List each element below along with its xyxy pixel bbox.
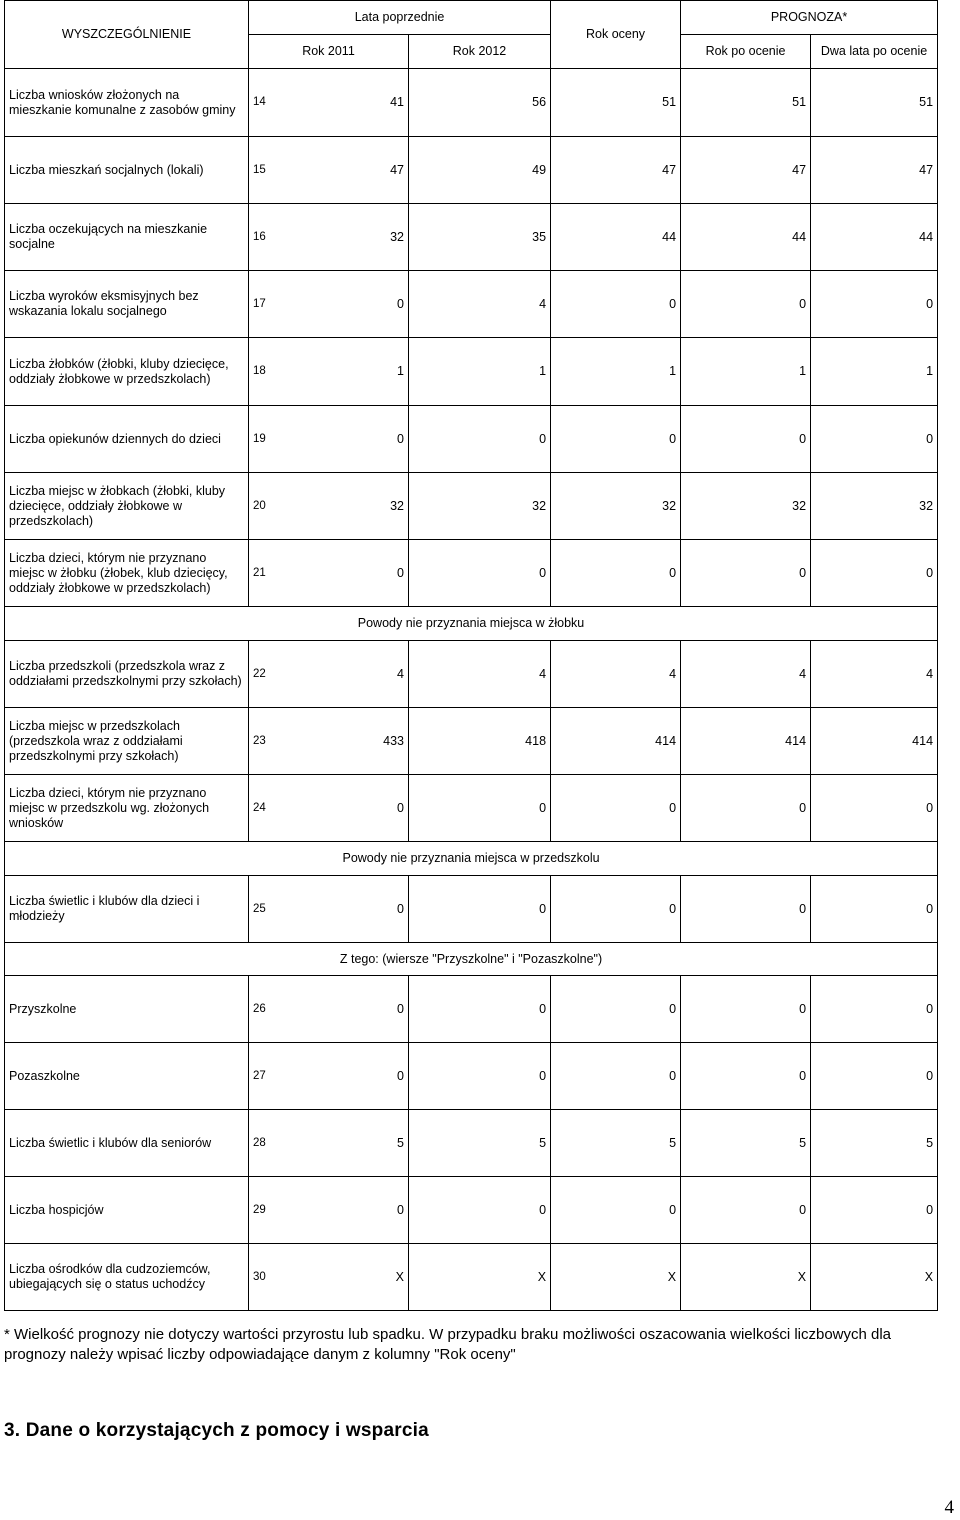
value-assessment-year: 0 (551, 540, 681, 607)
value-two-years-after: 1 (811, 338, 938, 406)
value-year-after: X (681, 1244, 811, 1311)
value-2011: 5 (287, 1110, 409, 1177)
header-row-top (5, 1, 938, 35)
row-label: Liczba oczekujących na mieszkanie socjalne (5, 204, 249, 271)
value-2012: 0 (409, 1043, 551, 1110)
value-assessment-year: 0 (551, 876, 681, 943)
row-number: 18 (249, 338, 287, 406)
value-year-after: 1 (681, 338, 811, 406)
row-number: 16 (249, 204, 287, 271)
value-year-after: 32 (681, 473, 811, 540)
value-2011: X (287, 1244, 409, 1311)
section-title: Powody nie przyznania miejsca w żłobku (5, 607, 938, 641)
table-row (5, 775, 938, 842)
header-previous-years: Lata poprzednie (249, 1, 551, 35)
value-2011: 4 (287, 641, 409, 708)
row-label: Liczba mieszkań socjalnych (lokali) (5, 137, 249, 204)
value-2011: 0 (287, 271, 409, 338)
value-2011: 0 (287, 876, 409, 943)
row-number: 30 (249, 1244, 287, 1311)
page-number: 4 (944, 1497, 954, 1518)
section-title: Z tego: (wiersze "Przyszkolne" i "Pozaszkolne") (5, 943, 938, 976)
value-two-years-after: 44 (811, 204, 938, 271)
value-assessment-year: 47 (551, 137, 681, 204)
value-2012: 49 (409, 137, 551, 204)
value-2012: 0 (409, 1177, 551, 1244)
table-row (5, 1110, 938, 1177)
value-assessment-year: 414 (551, 708, 681, 775)
header-year-2011: Rok 2011 (249, 35, 409, 69)
value-2011: 0 (287, 406, 409, 473)
table-row (5, 69, 938, 137)
table-row (5, 708, 938, 775)
value-2012: 4 (409, 641, 551, 708)
row-label: Liczba wniosków złożonych na mieszkanie komunalne z zasobów gminy (5, 69, 249, 137)
row-label: Przyszkolne (5, 976, 249, 1043)
table-row (5, 271, 938, 338)
value-assessment-year: 0 (551, 406, 681, 473)
value-assessment-year: 0 (551, 775, 681, 842)
section-title: Powody nie przyznania miejsca w przedszkolu (5, 842, 938, 876)
value-assessment-year: 0 (551, 1177, 681, 1244)
value-year-after: 51 (681, 69, 811, 137)
row-number: 19 (249, 406, 287, 473)
value-two-years-after: 0 (811, 271, 938, 338)
row-label: Liczba przedszkoli (przedszkola wraz z oddziałami przedszkolnymi przy szkołach) (5, 641, 249, 708)
value-2011: 47 (287, 137, 409, 204)
value-year-after: 0 (681, 271, 811, 338)
row-label: Liczba dzieci, którym nie przyznano miejsc w przedszkolu wg. złożonych wniosków (5, 775, 249, 842)
next-section-heading: 3. Dane o korzystających z pomocy i wsparcia (4, 1420, 429, 1441)
row-label: Liczba dzieci, którym nie przyznano miejsc w żłobku (żłobek, klub dziecięcy, oddziały żłobkowe w przedszkolach) (5, 540, 249, 607)
value-assessment-year: 1 (551, 338, 681, 406)
row-number: 25 (249, 876, 287, 943)
value-two-years-after: 0 (811, 1043, 938, 1110)
value-2011: 433 (287, 708, 409, 775)
row-number: 20 (249, 473, 287, 540)
table-row (5, 204, 938, 271)
value-2011: 32 (287, 473, 409, 540)
row-label: Liczba wyroków eksmisyjnych bez wskazania lokalu socjalnego (5, 271, 249, 338)
value-2012: 0 (409, 775, 551, 842)
row-label: Liczba miejsc w żłobkach (żłobki, kluby dziecięce, oddziały żłobkowe w przedszkolach) (5, 473, 249, 540)
value-2012: X (409, 1244, 551, 1311)
row-number: 21 (249, 540, 287, 607)
header-description: WYSZCZEGÓLNIENIE (5, 1, 249, 69)
row-number: 26 (249, 976, 287, 1043)
value-two-years-after: 5 (811, 1110, 938, 1177)
row-label: Liczba żłobków (żłobki, kluby dziecięce, oddziały żłobkowe w przedszkolach) (5, 338, 249, 406)
value-two-years-after: 414 (811, 708, 938, 775)
value-year-after: 5 (681, 1110, 811, 1177)
row-label: Liczba świetlic i klubów dla dzieci i młodzieży (5, 876, 249, 943)
value-2012: 418 (409, 708, 551, 775)
row-label: Liczba opiekunów dziennych do dzieci (5, 406, 249, 473)
value-2012: 0 (409, 540, 551, 607)
value-2012: 4 (409, 271, 551, 338)
statistics-table (4, 0, 938, 1311)
table-row (5, 1177, 938, 1244)
forecast-footnote: * Wielkość prognozy nie dotyczy wartości przyrostu lub spadku. W przypadku braku możliwości oszacowania wielkości liczbowych dla prognozy należy wpisać liczby odpowiadające danym z kolumny "Rok oceny" (4, 1326, 892, 1363)
value-two-years-after: 51 (811, 69, 938, 137)
row-label: Liczba świetlic i klubów dla seniorów (5, 1110, 249, 1177)
value-assessment-year: 0 (551, 1043, 681, 1110)
value-2011: 41 (287, 69, 409, 137)
value-year-after: 4 (681, 641, 811, 708)
row-label: Liczba hospicjów (5, 1177, 249, 1244)
table-row (5, 338, 938, 406)
row-number: 15 (249, 137, 287, 204)
value-2011: 0 (287, 540, 409, 607)
row-number: 29 (249, 1177, 287, 1244)
row-number: 17 (249, 271, 287, 338)
header-forecast: PROGNOZA* (681, 1, 938, 35)
value-assessment-year: 4 (551, 641, 681, 708)
value-year-after: 0 (681, 976, 811, 1043)
value-year-after: 0 (681, 1043, 811, 1110)
value-2012: 35 (409, 204, 551, 271)
table-row (5, 137, 938, 204)
value-assessment-year: 0 (551, 976, 681, 1043)
value-year-after: 0 (681, 876, 811, 943)
row-number: 28 (249, 1110, 287, 1177)
row-number: 23 (249, 708, 287, 775)
table-row (5, 876, 938, 943)
value-two-years-after: 0 (811, 775, 938, 842)
header-year-2012: Rok 2012 (409, 35, 551, 69)
value-year-after: 414 (681, 708, 811, 775)
value-two-years-after: X (811, 1244, 938, 1311)
value-2012: 1 (409, 338, 551, 406)
value-assessment-year: 0 (551, 271, 681, 338)
header-assessment-year: Rok oceny (551, 1, 681, 69)
table-row (5, 976, 938, 1043)
value-two-years-after: 4 (811, 641, 938, 708)
value-two-years-after: 0 (811, 406, 938, 473)
row-number: 24 (249, 775, 287, 842)
value-two-years-after: 32 (811, 473, 938, 540)
value-2012: 5 (409, 1110, 551, 1177)
value-assessment-year: 51 (551, 69, 681, 137)
value-assessment-year: 5 (551, 1110, 681, 1177)
row-label: Liczba ośrodków dla cudzoziemców, ubiegających się o status uchodźcy (5, 1244, 249, 1311)
value-2012: 0 (409, 406, 551, 473)
value-2011: 1 (287, 338, 409, 406)
value-2011: 32 (287, 204, 409, 271)
value-2012: 0 (409, 876, 551, 943)
section-row (5, 607, 938, 641)
section-row (5, 842, 938, 876)
value-two-years-after: 0 (811, 1177, 938, 1244)
section-row (5, 943, 938, 976)
table-row (5, 1244, 938, 1311)
value-2012: 56 (409, 69, 551, 137)
value-2011: 0 (287, 976, 409, 1043)
row-number: 27 (249, 1043, 287, 1110)
table-row (5, 406, 938, 473)
value-2011: 0 (287, 1043, 409, 1110)
value-2012: 32 (409, 473, 551, 540)
value-year-after: 0 (681, 775, 811, 842)
value-assessment-year: X (551, 1244, 681, 1311)
value-assessment-year: 32 (551, 473, 681, 540)
value-year-after: 0 (681, 1177, 811, 1244)
value-two-years-after: 47 (811, 137, 938, 204)
table-row (5, 540, 938, 607)
header-two-years-after: Dwa lata po ocenie (811, 35, 938, 69)
value-2012: 0 (409, 976, 551, 1043)
value-assessment-year: 44 (551, 204, 681, 271)
value-year-after: 0 (681, 406, 811, 473)
value-two-years-after: 0 (811, 876, 938, 943)
value-two-years-after: 0 (811, 976, 938, 1043)
row-label: Liczba miejsc w przedszkolach (przedszkola wraz z oddziałami przedszkolnymi przy szkołach) (5, 708, 249, 775)
value-2011: 0 (287, 775, 409, 842)
value-2011: 0 (287, 1177, 409, 1244)
table-row (5, 1043, 938, 1110)
header-year-after: Rok po ocenie (681, 35, 811, 69)
row-number: 14 (249, 69, 287, 137)
value-two-years-after: 0 (811, 540, 938, 607)
table-row (5, 641, 938, 708)
value-year-after: 44 (681, 204, 811, 271)
row-label: Pozaszkolne (5, 1043, 249, 1110)
table-row (5, 473, 938, 540)
value-year-after: 47 (681, 137, 811, 204)
row-number: 22 (249, 641, 287, 708)
value-year-after: 0 (681, 540, 811, 607)
